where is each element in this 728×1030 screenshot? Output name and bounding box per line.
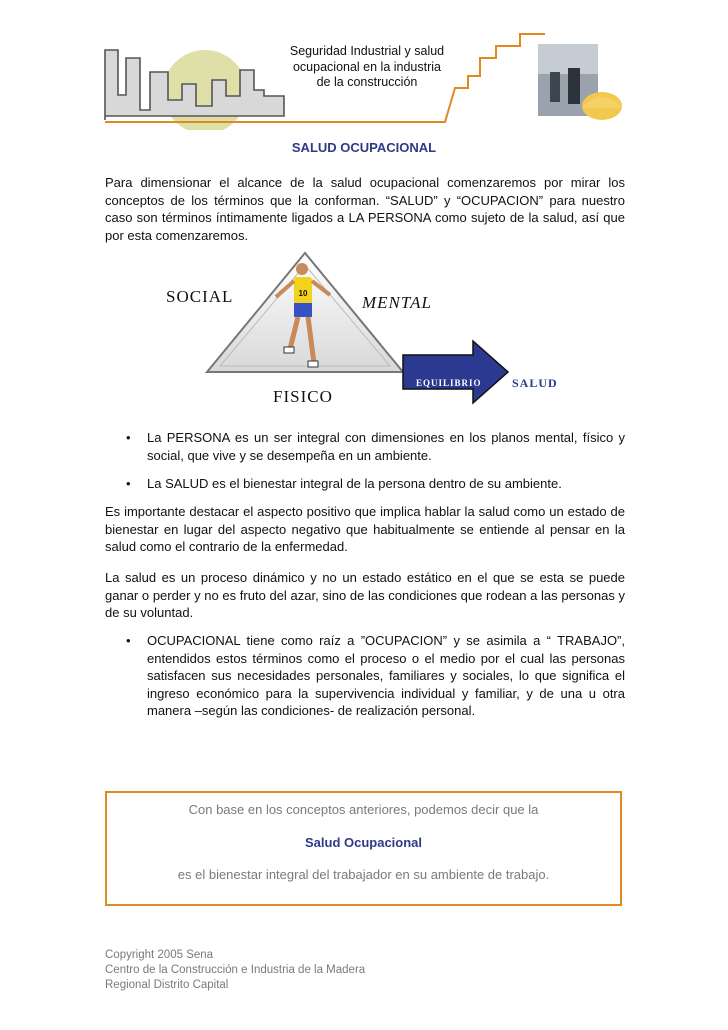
- paragraph-dynamic-health: La salud es un proceso dinámico y no un estado estático en el que se esta se puede ganar o perder y no es fruto del azar, sino de las condiciones que rodean a las personas y de su voluntad.: [105, 570, 625, 620]
- header-title-line: Seguridad Industrial y salud: [289, 44, 445, 58]
- callout-line-3: es el bienestar integral del trabajador en su ambiente de trabajo.: [177, 867, 550, 882]
- bullet-dot: •: [126, 476, 131, 491]
- paragraph-positive-health: Es importante destacar el aspecto positivo que implica hablar la salud como un estado de bienestar en lugar del aspecto negativo que habitualmente se entiende al pensar en la salud como el contrario de la enfermedad.: [105, 504, 625, 554]
- bullet-item: [120, 475, 625, 493]
- callout-line-1: Con base en los conceptos anteriores, podemos decir que la: [188, 802, 539, 817]
- definition-callout-box: [105, 791, 622, 906]
- workers-photo: [530, 42, 625, 127]
- label-mental: MENTAL: [362, 293, 432, 312]
- health-dimensions-diagram: [150, 245, 590, 415]
- runner-bib: 10: [298, 289, 308, 298]
- header-title: [282, 44, 452, 91]
- footer: [105, 948, 365, 993]
- footer-copyright: Copyright 2005 Sena: [105, 949, 214, 961]
- intro-paragraph: Para dimensionar el alcance de la salud ocupacional comenzaremos por mirar los conceptos de los términos que la conforman. “SALUD” y “OCUPACION” para nuestro caso son términos íntimamente ligados a LA PERSONA como sujeto de la salud, así que por esta comenzaremos.: [105, 175, 625, 243]
- bullet-dot: •: [126, 633, 131, 648]
- bullet-text: La PERSONA es un ser integral con dimensiones en los planos mental, físico y social, que vive y se desempeña en un ambiente.: [147, 430, 625, 463]
- footer-region: Regional Distrito Capital: [105, 979, 229, 991]
- label-salud: SALUD: [512, 376, 558, 390]
- footer-center: Centro de la Construcción e Industria de la Madera: [105, 964, 366, 976]
- callout-line-2: Salud Ocupacional: [304, 835, 423, 850]
- bullet-text: OCUPACIONAL tiene como raíz a ”OCUPACION” y se asimila a “ TRABAJO”, entendidos estos términos como el proceso o el medio por el cual las personas satisfacen sus necesidades personales, familiares y sociales, lo que significa el ingreso económico para la supervivencia individual y familiar, y de una u otra manera –según las condiciones- de realización personal.: [147, 633, 625, 718]
- bullet-text: La SALUD es el bienestar integral de la persona dentro de su ambiente.: [147, 476, 562, 491]
- label-equilibrio: EQUILIBRIO: [416, 378, 482, 388]
- header-title-line: de la construcción: [316, 75, 418, 89]
- section-title: SALUD OCUPACIONAL: [291, 140, 437, 155]
- label-social: SOCIAL: [166, 287, 234, 306]
- header-title-line: ocupacional en la industria: [292, 59, 442, 74]
- equilibrio-arrow: [403, 341, 508, 403]
- bullet-item: [120, 632, 625, 722]
- bullet-dot: •: [126, 430, 131, 445]
- label-fisico: FISICO: [273, 387, 333, 406]
- header: [0, 0, 728, 130]
- bullet-item: [120, 429, 625, 465]
